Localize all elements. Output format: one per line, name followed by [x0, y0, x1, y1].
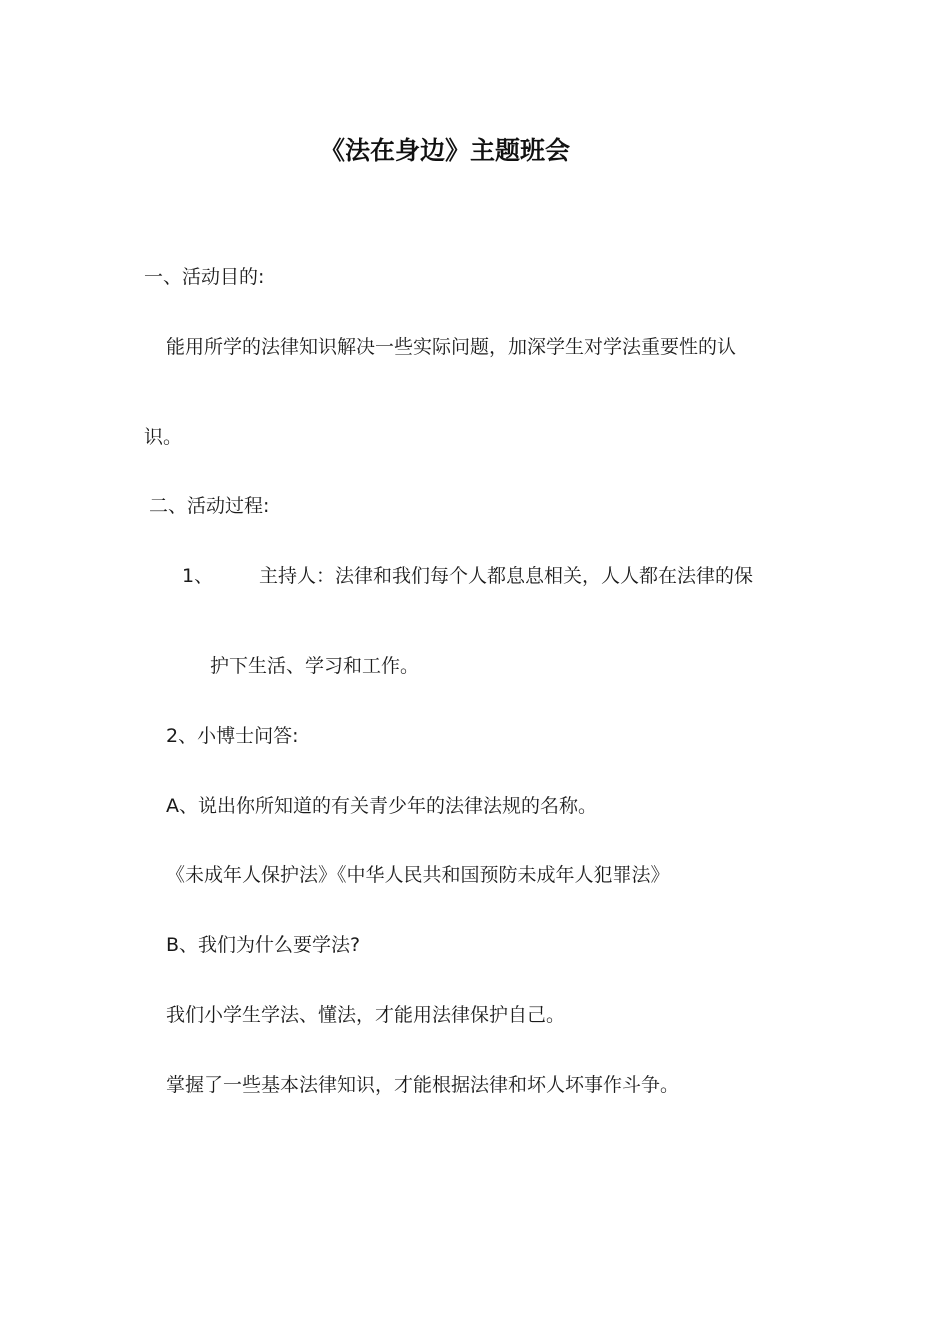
- list-item-1-text-line-1: 主持人：法律和我们每个人都息息相关，人人都在法律的保: [259, 565, 754, 587]
- answer-b-line-1: 我们小学生学法、懂法，才能用法律保护自己。: [166, 1004, 566, 1026]
- list-item-1: [182, 564, 753, 588]
- page-title: 《法在身边》主题班会: [319, 136, 570, 165]
- section-2-heading: 二、活动过程:: [149, 495, 270, 517]
- question-b: B、我们为什么要学法?: [166, 934, 361, 956]
- section-1-paragraph-line-1: 能用所学的法律知识解决一些实际问题，加深学生对学法重要性的认: [166, 336, 737, 358]
- section-1-heading: 一、活动目的:: [144, 266, 265, 288]
- list-item-1-number: 1、: [182, 565, 214, 587]
- section-1-paragraph-line-2: 识。: [144, 426, 183, 448]
- list-item-2-heading: 2、小博士问答:: [166, 725, 299, 747]
- question-a: A、说出你所知道的有关青少年的法律法规的名称。: [166, 795, 597, 817]
- answer-a: 《未成年人保护法》《中华人民共和国预防未成年人犯罪法》: [166, 864, 670, 886]
- answer-b-line-2: 掌握了一些基本法律知识，才能根据法律和坏人坏事作斗争。: [166, 1074, 680, 1096]
- list-item-1-text-line-2: 护下生活、学习和工作。: [210, 655, 420, 677]
